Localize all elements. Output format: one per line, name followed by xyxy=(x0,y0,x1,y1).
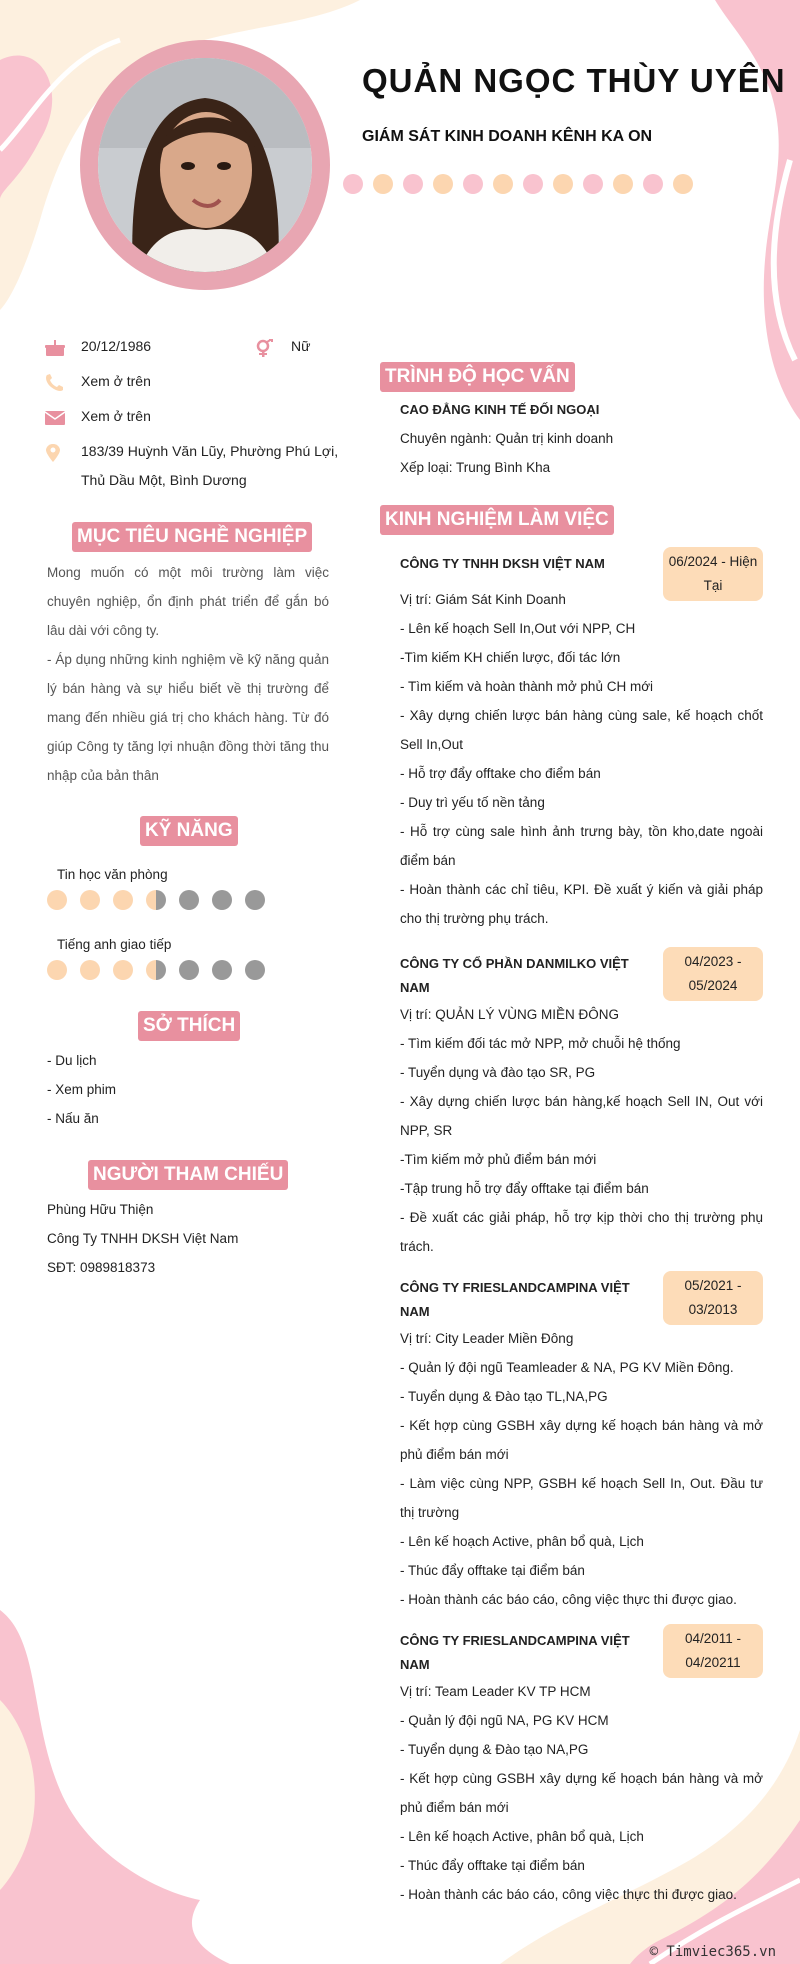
rating-dot-filled xyxy=(80,890,100,910)
dot xyxy=(673,174,693,194)
job-entry xyxy=(400,552,763,933)
job-line: -Tìm kiếm KH chiến lược, đối tác lớn xyxy=(400,650,621,665)
birthday-text: 20/12/1986 xyxy=(81,338,152,354)
hobby-item: - Xem phim xyxy=(47,1082,117,1097)
education-grade: Xếp loại: Trung Bình Kha xyxy=(400,460,551,475)
job-entry xyxy=(400,1276,763,1614)
candidate-name: QUẢN NGỌC THÙY UYÊN xyxy=(362,62,786,99)
job-line: - Hoàn thành các chỉ tiêu, KPI. Đề xuất ý kiến và giải pháp cho thị trường phụ trách. xyxy=(400,882,763,926)
gender-text: Nữ xyxy=(291,338,311,354)
job-line: Vị trí: Giám Sát Kinh Doanh xyxy=(400,592,566,607)
job-line: -Tập trung hỗ trợ đẩy offtake tại điểm bán xyxy=(400,1181,649,1196)
skills-heading: KỸ NĂNG xyxy=(140,816,238,846)
job-company: CÔNG TY FRIESLANDCAMPINA VIỆT NAM xyxy=(400,1633,630,1672)
objective-heading: MỤC TIÊU NGHỀ NGHIỆP xyxy=(72,522,312,552)
contact-email xyxy=(44,408,151,431)
job-line: - Thúc đẩy offtake tại điểm bán xyxy=(400,1563,585,1578)
dot xyxy=(343,174,363,194)
job-line: - Lên kế hoạch Active, phân bổ quà, Lịch xyxy=(400,1534,644,1549)
job-line: Vị trí: City Leader Miền Đông xyxy=(400,1331,574,1346)
job-entry xyxy=(400,1629,763,1909)
rating-dot-empty xyxy=(212,960,232,980)
dot xyxy=(463,174,483,194)
site-watermark: © Timviec365.vn xyxy=(649,1944,776,1960)
job-date-badge: 06/2024 - Hiện Tại xyxy=(663,547,763,601)
job-line: - Thúc đẩy offtake tại điểm bán xyxy=(400,1858,585,1873)
hobby-item: - Du lịch xyxy=(47,1053,97,1068)
job-line: - Làm việc cùng NPP, GSBH kế hoạch Sell In, Out. Đầu tư thị trường xyxy=(400,1476,763,1520)
email-text: Xem ở trên xyxy=(81,408,151,424)
contact-gender xyxy=(254,338,310,361)
contact-address xyxy=(44,443,338,495)
rating-dot-filled xyxy=(113,960,133,980)
address-line-2: Thủ Dầu Một, Bình Dương xyxy=(81,472,247,488)
reference-heading: NGƯỜI THAM CHIẾU xyxy=(88,1160,288,1190)
school-name: CAO ĐẲNG KINH TẾ ĐỐI NGOẠI xyxy=(400,402,600,417)
address-text xyxy=(81,437,338,495)
job-line: - Hoàn thành các báo cáo, công việc thực thi được giao. xyxy=(400,1887,737,1902)
rating-dot-filled xyxy=(47,890,67,910)
job-date-badge: 04/2011 - 04/20211 xyxy=(663,1624,763,1678)
reference-details xyxy=(47,1195,238,1282)
rating-dot-filled xyxy=(47,960,67,980)
reference-name: Phùng Hữu Thiện xyxy=(47,1202,154,1217)
rating-dot-empty xyxy=(179,890,199,910)
job-entry xyxy=(400,952,763,1261)
gender-icon xyxy=(254,339,276,357)
education-major: Chuyên ngành: Quản trị kinh doanh xyxy=(400,431,614,446)
dot xyxy=(583,174,603,194)
job-line: - Tuyển dụng & Đào tạo NA,PG xyxy=(400,1742,589,1757)
address-line-1: 183/39 Huỳnh Văn Lũy, Phường Phú Lợi, xyxy=(81,443,339,459)
objective-paragraph-1: Mong muốn có một môi trường làm việc chuyên nghiệp, ổn định phát triển để gắn bó lâu dài với công ty. xyxy=(47,565,329,638)
skill-rating xyxy=(47,960,265,980)
job-line: - Lên kế hoạch Sell In,Out với NPP, CH xyxy=(400,621,636,636)
candidate-title: GIÁM SÁT KINH DOANH KÊNH KA ON xyxy=(362,128,653,145)
dot xyxy=(613,174,633,194)
phone-text: Xem ở trên xyxy=(81,373,151,389)
job-line: - Tìm kiếm và hoàn thành mở phủ CH mới xyxy=(400,679,654,694)
job-line: - Duy trì yếu tố nền tảng xyxy=(400,795,545,810)
job-line: - Quản lý đội ngũ NA, PG KV HCM xyxy=(400,1713,609,1728)
rating-dot-empty xyxy=(245,960,265,980)
job-line: - Tìm kiếm đối tác mở NPP, mở chuỗi hệ thống xyxy=(400,1036,681,1051)
hobbies-heading: SỞ THÍCH xyxy=(138,1011,240,1041)
job-line: - Đề xuất các giải pháp, hỗ trợ kịp thời cho thị trường phụ trách. xyxy=(400,1210,763,1254)
job-line: - Hỗ trợ đẩy offtake cho điểm bán xyxy=(400,766,601,781)
job-line: - Quản lý đội ngũ Teamleader & NA, PG KV Miền Đông. xyxy=(400,1360,734,1375)
skill-rating xyxy=(47,890,265,910)
rating-dot-empty xyxy=(179,960,199,980)
email-icon xyxy=(44,409,66,427)
location-pin-icon xyxy=(44,444,66,462)
rating-dot-empty xyxy=(245,890,265,910)
experience-heading: KINH NGHIỆM LÀM VIỆC xyxy=(380,505,614,535)
job-line: - Lên kế hoạch Active, phân bổ quà, Lịch xyxy=(400,1829,644,1844)
phone-icon xyxy=(44,374,66,392)
reference-company: Công Ty TNHH DKSH Việt Nam xyxy=(47,1231,239,1246)
rating-dot-half xyxy=(146,890,166,910)
job-line: - Xây dựng chiến lược bán hàng,kế hoạch Sell IN, Out với NPP, SR xyxy=(400,1094,763,1138)
skill-label: Tiếng anh giao tiếp xyxy=(57,937,172,952)
objective-text xyxy=(47,558,329,790)
skill-label: Tin học văn phòng xyxy=(57,867,168,882)
job-line: - Kết hợp cùng GSBH xây dựng kế hoạch bán hàng và mở phủ điểm bán mới xyxy=(400,1771,763,1815)
contact-birthday xyxy=(44,338,151,361)
rating-dot-filled xyxy=(113,890,133,910)
profile-photo-frame xyxy=(80,40,330,290)
job-line: - Kết hợp cùng GSBH xây dựng kế hoạch bán hàng và mở phủ điểm bán mới xyxy=(400,1418,763,1462)
dot xyxy=(643,174,663,194)
education-details xyxy=(400,395,760,482)
job-date-badge: 05/2021 - 03/2013 xyxy=(663,1271,763,1325)
decorative-dots xyxy=(343,174,693,194)
job-line: Vị trí: QUẢN LÝ VÙNG MIỀN ĐÔNG xyxy=(400,1007,620,1022)
dot xyxy=(373,174,393,194)
job-line: - Hỗ trợ cùng sale hình ảnh trưng bày, tồn kho,date ngoài điểm bán xyxy=(400,824,763,868)
rating-dot-half xyxy=(146,960,166,980)
dot xyxy=(433,174,453,194)
job-date-badge: 04/2023 - 05/2024 xyxy=(663,947,763,1001)
hobbies-list xyxy=(47,1046,116,1133)
objective-paragraph-2: - Áp dụng những kinh nghiệm về kỹ năng quản lý bán hàng và sự hiểu biết về thị trường để mang đến nhiều giá trị cho khách hàng. Từ đó giúp Công ty tăng lợi nhuận đồng thời tăng thu nhập của bản thân xyxy=(47,652,329,783)
education-heading: TRÌNH ĐỘ HỌC VẤN xyxy=(380,362,575,392)
job-line: - Tuyển dụng & Đào tạo TL,NA,PG xyxy=(400,1389,608,1404)
rating-dot-filled xyxy=(80,960,100,980)
job-line: - Tuyển dụng và đào tạo SR, PG xyxy=(400,1065,596,1080)
dot xyxy=(523,174,543,194)
reference-phone: SĐT: 0989818373 xyxy=(47,1260,156,1275)
rating-dot-empty xyxy=(212,890,232,910)
job-line: -Tìm kiếm mở phủ điểm bán mới xyxy=(400,1152,597,1167)
job-line: - Xây dựng chiến lược bán hàng cùng sale, kế hoạch chốt Sell In,Out xyxy=(400,708,763,752)
dot xyxy=(553,174,573,194)
contact-phone xyxy=(44,373,151,396)
profile-photo xyxy=(98,58,312,272)
job-company: CÔNG TY FRIESLANDCAMPINA VIỆT NAM xyxy=(400,1280,630,1319)
dot xyxy=(493,174,513,194)
dot xyxy=(403,174,423,194)
job-company: CÔNG TY TNHH DKSH VIỆT NAM xyxy=(400,556,605,571)
hobby-item: - Nấu ăn xyxy=(47,1111,99,1126)
job-line: Vị trí: Team Leader KV TP HCM xyxy=(400,1684,591,1699)
job-line: - Hoàn thành các báo cáo, công việc thực thi được giao. xyxy=(400,1592,737,1607)
cake-icon xyxy=(44,339,66,357)
job-company: CÔNG TY CỔ PHẦN DANMILKO VIỆT NAM xyxy=(400,956,629,995)
